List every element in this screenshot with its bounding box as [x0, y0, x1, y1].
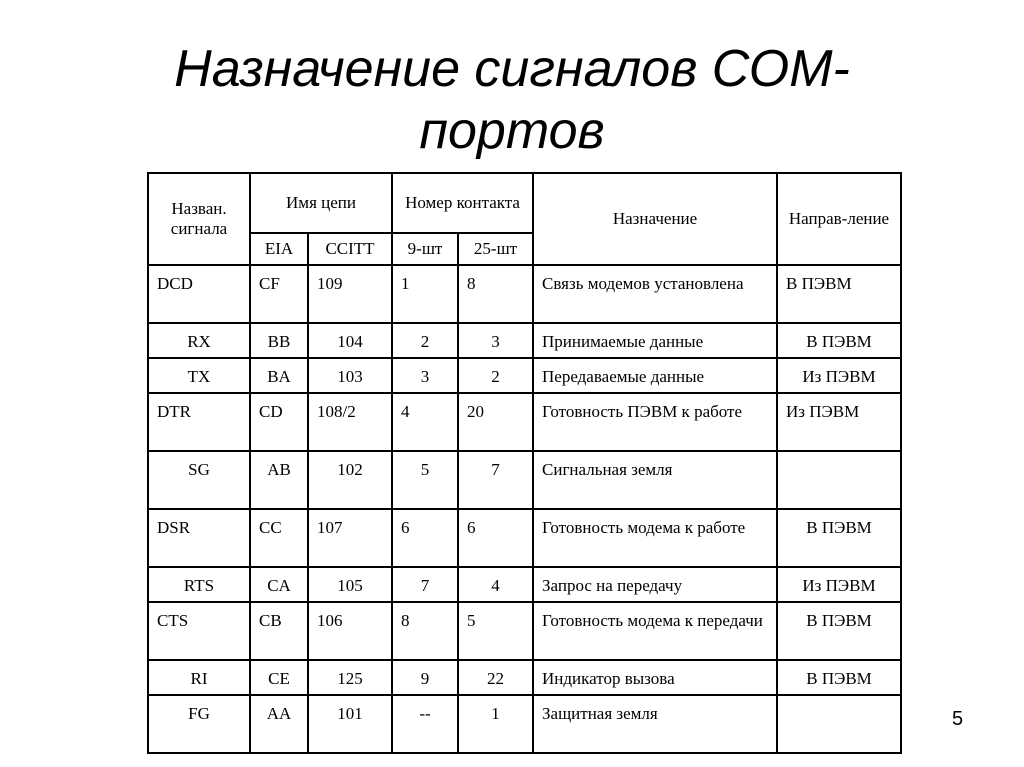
table-row [148, 358, 901, 393]
cell-ccitt: 109 [308, 265, 392, 323]
header-contact-number: Номер контакта [392, 173, 533, 233]
cell-direction: Из ПЭВМ [777, 358, 901, 393]
cell-direction: В ПЭВМ [777, 265, 901, 323]
cell-eia: AA [250, 695, 308, 753]
cell-signal-name: RI [148, 660, 250, 695]
cell-pin-25: 5 [458, 602, 533, 660]
signals-table [147, 172, 902, 754]
cell-pin-9: 6 [392, 509, 458, 567]
cell-ccitt: 103 [308, 358, 392, 393]
cell-eia: CA [250, 567, 308, 602]
cell-ccitt: 102 [308, 451, 392, 509]
cell-signal-name: DCD [148, 265, 250, 323]
cell-direction: Из ПЭВМ [777, 567, 901, 602]
cell-pin-9: 7 [392, 567, 458, 602]
cell-ccitt: 105 [308, 567, 392, 602]
table-row [148, 567, 901, 602]
cell-ccitt: 104 [308, 323, 392, 358]
cell-direction [777, 451, 901, 509]
cell-purpose: Готовность модема к работе [533, 509, 777, 567]
cell-pin-9: 9 [392, 660, 458, 695]
cell-pin-9: -- [392, 695, 458, 753]
cell-signal-name: RX [148, 323, 250, 358]
cell-signal-name: FG [148, 695, 250, 753]
header-pin-25: 25-шт [458, 233, 533, 265]
cell-pin-25: 22 [458, 660, 533, 695]
table-row [148, 509, 901, 567]
table-row [148, 695, 901, 753]
header-eia: EIA [250, 233, 308, 265]
cell-signal-name: RTS [148, 567, 250, 602]
table-row [148, 323, 901, 358]
cell-eia: CE [250, 660, 308, 695]
cell-ccitt: 101 [308, 695, 392, 753]
cell-purpose: Запрос на передачу [533, 567, 777, 602]
slide-title-line-2: портов [419, 102, 605, 160]
cell-purpose: Защитная земля [533, 695, 777, 753]
table-body [148, 265, 901, 753]
cell-ccitt: 106 [308, 602, 392, 660]
cell-eia: CC [250, 509, 308, 567]
cell-direction: В ПЭВМ [777, 602, 901, 660]
cell-pin-25: 7 [458, 451, 533, 509]
cell-purpose: Индикатор вызова [533, 660, 777, 695]
cell-pin-9: 3 [392, 358, 458, 393]
cell-direction: В ПЭВМ [777, 509, 901, 567]
cell-signal-name: DTR [148, 393, 250, 451]
cell-purpose: Связь модемов установлена [533, 265, 777, 323]
cell-pin-9: 1 [392, 265, 458, 323]
table-row [148, 265, 901, 323]
table-row [148, 393, 901, 451]
cell-pin-25: 1 [458, 695, 533, 753]
cell-eia: AB [250, 451, 308, 509]
cell-purpose: Готовность ПЭВМ к работе [533, 393, 777, 451]
header-purpose: Назначение [533, 173, 777, 265]
cell-pin-9: 5 [392, 451, 458, 509]
cell-direction: В ПЭВМ [777, 323, 901, 358]
cell-pin-25: 20 [458, 393, 533, 451]
table-header [148, 173, 901, 265]
cell-signal-name: SG [148, 451, 250, 509]
header-circuit-name: Имя цепи [250, 173, 392, 233]
slide-title [0, 38, 1024, 162]
cell-ccitt: 108/2 [308, 393, 392, 451]
header-signal-name: Назван. сигнала [148, 173, 250, 265]
cell-eia: BB [250, 323, 308, 358]
cell-purpose: Принимаемые данные [533, 323, 777, 358]
cell-pin-25: 8 [458, 265, 533, 323]
cell-ccitt: 107 [308, 509, 392, 567]
cell-direction [777, 695, 901, 753]
table-row [148, 602, 901, 660]
cell-eia: CF [250, 265, 308, 323]
header-pin-9: 9-шт [392, 233, 458, 265]
cell-pin-25: 2 [458, 358, 533, 393]
table-row [148, 451, 901, 509]
slide-title-line-1: Назначение сигналов СОМ- [174, 40, 850, 98]
table-row [148, 660, 901, 695]
cell-signal-name: TX [148, 358, 250, 393]
page-number: 5 [952, 708, 964, 730]
cell-eia: BA [250, 358, 308, 393]
cell-direction: Из ПЭВМ [777, 393, 901, 451]
cell-signal-name: CTS [148, 602, 250, 660]
cell-ccitt: 125 [308, 660, 392, 695]
header-ccitt: CCITT [308, 233, 392, 265]
cell-pin-9: 8 [392, 602, 458, 660]
cell-eia: CD [250, 393, 308, 451]
cell-eia: CB [250, 602, 308, 660]
cell-pin-25: 3 [458, 323, 533, 358]
cell-direction: В ПЭВМ [777, 660, 901, 695]
header-direction: Направ-ление [777, 173, 901, 265]
cell-pin-9: 4 [392, 393, 458, 451]
cell-signal-name: DSR [148, 509, 250, 567]
cell-purpose: Передаваемые данные [533, 358, 777, 393]
cell-pin-9: 2 [392, 323, 458, 358]
cell-purpose: Сигнальная земля [533, 451, 777, 509]
cell-pin-25: 4 [458, 567, 533, 602]
cell-pin-25: 6 [458, 509, 533, 567]
cell-purpose: Готовность модема к передачи [533, 602, 777, 660]
